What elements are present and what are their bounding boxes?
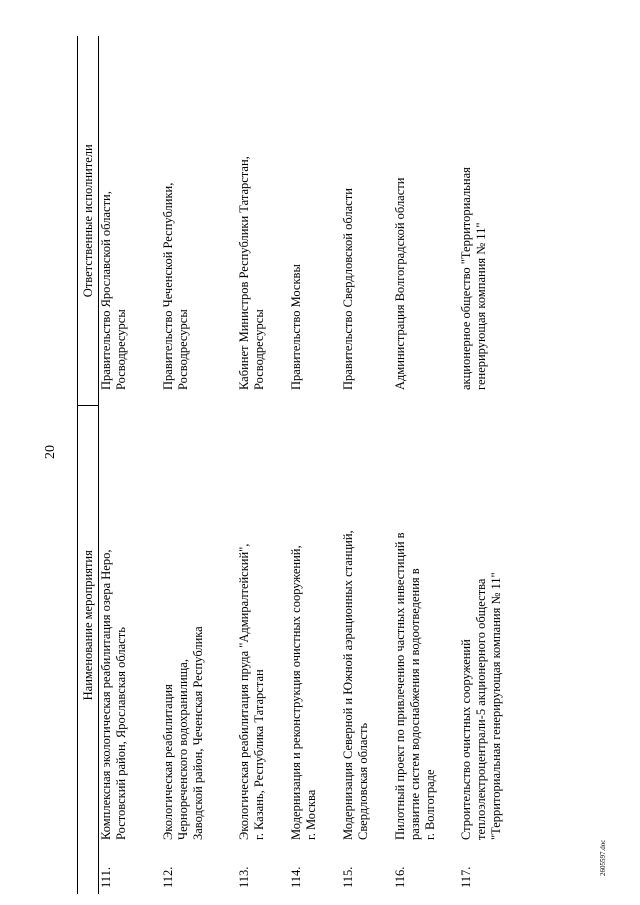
measure-name-line: г. Казань, Республика Татарстан xyxy=(251,669,266,840)
responsible-line: Росводресурсы xyxy=(251,309,266,390)
responsible-executors xyxy=(237,36,289,406)
row-number: 117. xyxy=(458,866,473,888)
measure-name xyxy=(289,406,341,844)
row-number: 114. xyxy=(288,866,303,888)
table-row xyxy=(99,36,161,894)
responsible-line: Кабинет Министров Республики Татарстан, xyxy=(236,156,251,390)
measure-name-line: Свердловская область xyxy=(355,722,370,840)
responsible-executors xyxy=(393,36,459,406)
responsible-executors xyxy=(289,36,341,406)
row-number: 112. xyxy=(160,866,175,888)
measure-name-line: г. Москва xyxy=(303,789,318,840)
measure-name xyxy=(341,406,393,844)
measure-name-line: Экологическая реабилитация xyxy=(160,684,175,840)
measure-name-line: Чернореченского водохранилища, xyxy=(175,659,190,840)
responsible-line: Росводресурсы xyxy=(175,309,190,390)
rotated-table-container xyxy=(77,36,595,894)
row-number: 116. xyxy=(392,866,407,888)
responsible-line: Росводресурсы xyxy=(114,309,128,390)
measure-name xyxy=(237,406,289,844)
measure-name-line: Модернизация и реконструкция очистных сооружений, xyxy=(288,545,303,840)
measure-name-line: Строительство очистных сооружений xyxy=(458,639,473,840)
header-number-cell xyxy=(78,844,99,894)
row-number: 115. xyxy=(340,866,355,888)
table-row xyxy=(393,36,459,894)
header-responsible: Ответственные исполнители xyxy=(78,36,99,406)
responsible-executors xyxy=(341,36,393,406)
table-row xyxy=(161,36,237,894)
row-number: 113. xyxy=(236,866,251,888)
measure-name xyxy=(393,406,459,844)
table-row xyxy=(459,36,525,894)
responsible-line: Правительство Чеченской Республики, xyxy=(160,182,175,390)
table-header-row xyxy=(78,36,99,894)
header-name: Наименование мероприятия xyxy=(78,406,99,844)
responsible-line: Правительство Ярославской области, xyxy=(99,191,113,390)
measure-name-line: Модернизация Северной и Южной аэрационных станций, xyxy=(340,530,355,840)
measure-name-line: теплоэлектроцентрали-5 акционерного общества xyxy=(473,578,488,840)
table-body xyxy=(99,36,525,894)
measure-name-line: Пилотный проект по привлечению частных инвестиций в xyxy=(392,532,407,840)
measure-name-line: "Территориальная генерирующая компания № 11" xyxy=(488,572,503,840)
measures-table xyxy=(77,36,525,894)
responsible-executors xyxy=(99,36,161,406)
responsible-line: акционерное общество "Территориальная xyxy=(458,167,473,390)
measure-name xyxy=(99,406,161,844)
responsible-executors xyxy=(459,36,525,406)
responsible-executors xyxy=(161,36,237,406)
table-row xyxy=(341,36,393,894)
measure-name-line: г. Волгограде xyxy=(422,769,437,840)
measure-name-line: Экологическая реабилитация пруда "Адмиралтейский", xyxy=(236,543,251,840)
measure-name-line: развитие систем водоснабжения и водоотведения в xyxy=(407,568,422,840)
footer-file-name: 2605597.doc xyxy=(599,839,607,876)
table-row xyxy=(289,36,341,894)
table-row xyxy=(237,36,289,894)
measure-name-line: Заводской район, Чеченская Республика xyxy=(190,626,205,840)
responsible-line: Правительство Москвы xyxy=(288,264,303,390)
page-number: 20 xyxy=(43,445,58,459)
responsible-line: Администрация Волгоградской области xyxy=(392,177,407,390)
measure-name-line: Ростовский район, Ярославская область xyxy=(114,627,128,840)
measure-name xyxy=(459,406,525,844)
measure-name xyxy=(161,406,237,844)
measure-name-line: Комплексная экологическая реабилитация озера Неро, xyxy=(99,549,113,840)
responsible-line: генерирующая компания № 11" xyxy=(473,222,488,390)
row-number: 111. xyxy=(99,867,113,888)
responsible-line: Правительство Свердловской области xyxy=(340,188,355,390)
